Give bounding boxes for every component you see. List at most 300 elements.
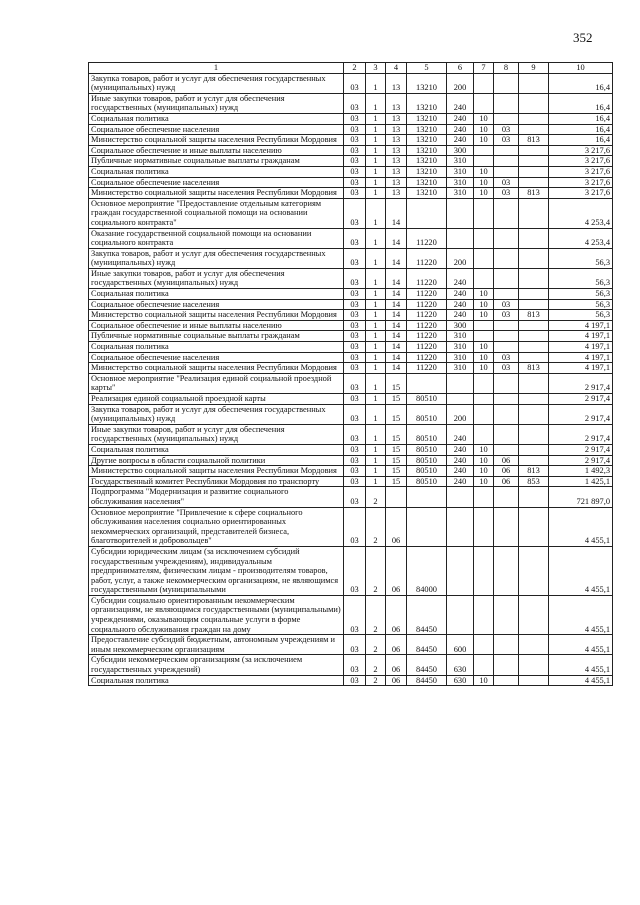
table-row xyxy=(89,289,613,300)
row-name: Иные закупки товаров, работ и услуг для обеспечения государственных (муниципальных) нужд xyxy=(89,268,344,288)
code-event: 13 xyxy=(386,145,407,156)
code-ministry: 03 xyxy=(344,135,366,146)
code-subprogram: 1 xyxy=(366,352,386,363)
code-department xyxy=(519,424,549,444)
code-expense-type: 240 xyxy=(447,444,474,455)
code-ministry: 03 xyxy=(344,93,366,113)
row-name: Социальное обеспечение населения xyxy=(89,299,344,310)
table-row xyxy=(89,342,613,353)
table-row xyxy=(89,93,613,113)
code-event: 15 xyxy=(386,404,407,424)
code-department: 813 xyxy=(519,135,549,146)
code-event: 13 xyxy=(386,135,407,146)
code-subsection xyxy=(494,487,519,507)
code-subprogram: 1 xyxy=(366,466,386,477)
code-expense-type xyxy=(447,198,474,228)
code-expense-type: 240 xyxy=(447,289,474,300)
code-section: 10 xyxy=(474,289,494,300)
code-department xyxy=(519,373,549,393)
amount: 2 917,4 xyxy=(549,444,613,455)
table-row xyxy=(89,444,613,455)
amount: 3 217,6 xyxy=(549,188,613,199)
code-direction: 11220 xyxy=(407,320,447,331)
table-row xyxy=(89,675,613,686)
amount: 2 917,4 xyxy=(549,424,613,444)
code-event: 13 xyxy=(386,166,407,177)
code-ministry: 03 xyxy=(344,595,366,634)
code-ministry: 03 xyxy=(344,487,366,507)
code-subprogram: 1 xyxy=(366,166,386,177)
code-ministry: 03 xyxy=(344,156,366,167)
code-section xyxy=(474,198,494,228)
table-row xyxy=(89,363,613,374)
code-expense-type: 310 xyxy=(447,156,474,167)
code-subsection xyxy=(494,546,519,595)
code-subprogram: 2 xyxy=(366,635,386,655)
code-ministry: 03 xyxy=(344,166,366,177)
code-department xyxy=(519,124,549,135)
code-subsection xyxy=(494,331,519,342)
code-subsection: 06 xyxy=(494,466,519,477)
table-row xyxy=(89,546,613,595)
code-expense-type: 240 xyxy=(447,268,474,288)
code-expense-type xyxy=(447,228,474,248)
table-row xyxy=(89,466,613,477)
code-department xyxy=(519,507,549,546)
code-event: 14 xyxy=(386,352,407,363)
code-direction: 13210 xyxy=(407,166,447,177)
code-department xyxy=(519,546,549,595)
code-department xyxy=(519,113,549,124)
code-event: 06 xyxy=(386,635,407,655)
code-event: 13 xyxy=(386,113,407,124)
code-section xyxy=(474,268,494,288)
code-section xyxy=(474,73,494,93)
code-expense-type: 630 xyxy=(447,655,474,675)
code-subsection: 03 xyxy=(494,177,519,188)
code-expense-type: 310 xyxy=(447,342,474,353)
amount: 4 455,1 xyxy=(549,507,613,546)
code-subprogram: 1 xyxy=(366,177,386,188)
code-event: 15 xyxy=(386,424,407,444)
code-department xyxy=(519,331,549,342)
column-header: 4 xyxy=(386,63,407,74)
code-direction: 11220 xyxy=(407,248,447,268)
amount: 4 197,1 xyxy=(549,331,613,342)
row-name: Иные закупки товаров, работ и услуг для обеспечения государственных (муниципальных) нужд xyxy=(89,424,344,444)
code-event: 14 xyxy=(386,248,407,268)
amount: 721 897,0 xyxy=(549,487,613,507)
code-department xyxy=(519,73,549,93)
code-department xyxy=(519,655,549,675)
code-subprogram: 2 xyxy=(366,546,386,595)
code-direction: 11220 xyxy=(407,342,447,353)
code-subprogram: 2 xyxy=(366,487,386,507)
code-subsection: 03 xyxy=(494,363,519,374)
code-event: 14 xyxy=(386,310,407,321)
amount: 4 197,1 xyxy=(549,363,613,374)
row-name: Закупка товаров, работ и услуг для обеспечения государственных (муниципальных) нужд xyxy=(89,248,344,268)
table-row xyxy=(89,655,613,675)
code-section: 10 xyxy=(474,352,494,363)
row-name: Основное мероприятие "Привлечение к сфере социального обслуживания населения социально ориентированных некоммерческих организаций, представителей бизнеса, благотворителей и добровольцев" xyxy=(89,507,344,546)
column-header: 2 xyxy=(344,63,366,74)
code-event: 14 xyxy=(386,268,407,288)
code-expense-type xyxy=(447,546,474,595)
code-subsection xyxy=(494,73,519,93)
code-subprogram: 1 xyxy=(366,342,386,353)
code-section xyxy=(474,546,494,595)
code-event: 13 xyxy=(386,124,407,135)
code-section: 10 xyxy=(474,363,494,374)
amount: 16,4 xyxy=(549,93,613,113)
code-subsection xyxy=(494,113,519,124)
row-name: Социальная политика xyxy=(89,444,344,455)
amount: 4 455,1 xyxy=(549,595,613,634)
amount: 3 217,6 xyxy=(549,145,613,156)
code-direction: 80510 xyxy=(407,424,447,444)
code-direction: 11220 xyxy=(407,310,447,321)
code-subsection xyxy=(494,342,519,353)
code-event xyxy=(386,487,407,507)
code-event: 15 xyxy=(386,455,407,466)
code-direction: 84450 xyxy=(407,655,447,675)
code-expense-type: 240 xyxy=(447,310,474,321)
row-name: Реализация единой социальной проездной карты xyxy=(89,394,344,405)
amount: 4 455,1 xyxy=(549,675,613,686)
row-name: Социальное обеспечение и иные выплаты населению xyxy=(89,320,344,331)
code-event: 06 xyxy=(386,655,407,675)
column-header: 9 xyxy=(519,63,549,74)
code-ministry: 03 xyxy=(344,466,366,477)
code-department xyxy=(519,145,549,156)
code-department xyxy=(519,487,549,507)
table-row xyxy=(89,198,613,228)
amount: 3 217,6 xyxy=(549,166,613,177)
code-direction: 13210 xyxy=(407,188,447,199)
column-header: 5 xyxy=(407,63,447,74)
code-expense-type: 600 xyxy=(447,635,474,655)
code-subprogram: 1 xyxy=(366,93,386,113)
table-row xyxy=(89,507,613,546)
code-subsection xyxy=(494,248,519,268)
amount: 4 253,4 xyxy=(549,228,613,248)
amount: 4 455,1 xyxy=(549,546,613,595)
column-header: 3 xyxy=(366,63,386,74)
code-expense-type: 240 xyxy=(447,113,474,124)
code-event: 15 xyxy=(386,466,407,477)
row-name: Социальная политика xyxy=(89,166,344,177)
amount: 4 455,1 xyxy=(549,655,613,675)
code-expense-type: 240 xyxy=(447,466,474,477)
code-section xyxy=(474,424,494,444)
code-ministry: 03 xyxy=(344,455,366,466)
code-subprogram: 1 xyxy=(366,320,386,331)
code-ministry: 03 xyxy=(344,655,366,675)
code-expense-type: 240 xyxy=(447,476,474,487)
code-expense-type: 310 xyxy=(447,166,474,177)
column-header: 10 xyxy=(549,63,613,74)
amount: 56,3 xyxy=(549,289,613,300)
code-department xyxy=(519,268,549,288)
table-row xyxy=(89,487,613,507)
code-department xyxy=(519,342,549,353)
code-direction: 11220 xyxy=(407,289,447,300)
amount: 4 197,1 xyxy=(549,352,613,363)
row-name: Министерство социальной защиты населения Республики Мордовия xyxy=(89,363,344,374)
code-direction: 84450 xyxy=(407,595,447,634)
code-ministry: 03 xyxy=(344,299,366,310)
code-section: 10 xyxy=(474,124,494,135)
code-department xyxy=(519,156,549,167)
code-section xyxy=(474,655,494,675)
code-department: 853 xyxy=(519,476,549,487)
amount: 56,3 xyxy=(549,248,613,268)
code-direction: 13210 xyxy=(407,73,447,93)
code-department xyxy=(519,177,549,188)
code-subsection xyxy=(494,289,519,300)
row-name: Государственный комитет Республики Мордовия по транспорту xyxy=(89,476,344,487)
code-subprogram: 1 xyxy=(366,404,386,424)
code-expense-type xyxy=(447,394,474,405)
code-section: 10 xyxy=(474,310,494,321)
code-subsection: 03 xyxy=(494,310,519,321)
code-direction: 13210 xyxy=(407,145,447,156)
row-name: Социальная политика xyxy=(89,113,344,124)
code-subprogram: 1 xyxy=(366,444,386,455)
code-subsection xyxy=(494,268,519,288)
code-subprogram: 1 xyxy=(366,73,386,93)
code-direction: 11220 xyxy=(407,352,447,363)
row-name: Публичные нормативные социальные выплаты гражданам xyxy=(89,331,344,342)
table-row xyxy=(89,404,613,424)
code-section xyxy=(474,93,494,113)
code-subsection xyxy=(494,655,519,675)
amount: 3 217,6 xyxy=(549,177,613,188)
code-section xyxy=(474,320,494,331)
code-expense-type: 310 xyxy=(447,363,474,374)
amount: 2 917,4 xyxy=(549,394,613,405)
code-direction: 80510 xyxy=(407,404,447,424)
table-row xyxy=(89,124,613,135)
code-direction: 80510 xyxy=(407,466,447,477)
code-ministry: 03 xyxy=(344,546,366,595)
code-direction: 11220 xyxy=(407,299,447,310)
code-expense-type: 240 xyxy=(447,135,474,146)
row-name: Социальная политика xyxy=(89,675,344,686)
table-row xyxy=(89,394,613,405)
code-subprogram: 1 xyxy=(366,476,386,487)
code-event: 15 xyxy=(386,476,407,487)
budget-table xyxy=(88,62,613,686)
code-expense-type: 200 xyxy=(447,404,474,424)
amount: 4 197,1 xyxy=(549,342,613,353)
code-section xyxy=(474,156,494,167)
code-subsection xyxy=(494,145,519,156)
code-section: 10 xyxy=(474,188,494,199)
table-row xyxy=(89,373,613,393)
code-department xyxy=(519,228,549,248)
code-ministry: 03 xyxy=(344,404,366,424)
row-name: Закупка товаров, работ и услуг для обеспечения государственных (муниципальных) нужд xyxy=(89,404,344,424)
code-event: 15 xyxy=(386,444,407,455)
code-subprogram: 1 xyxy=(366,198,386,228)
row-name: Подпрограмма "Модернизация и развитие социального обслуживания населения" xyxy=(89,487,344,507)
code-department xyxy=(519,352,549,363)
code-direction: 13210 xyxy=(407,113,447,124)
code-event: 13 xyxy=(386,188,407,199)
code-subprogram: 1 xyxy=(366,188,386,199)
code-subprogram: 1 xyxy=(366,331,386,342)
code-direction: 11220 xyxy=(407,228,447,248)
code-section: 10 xyxy=(474,342,494,353)
table-row xyxy=(89,248,613,268)
code-subsection: 03 xyxy=(494,299,519,310)
table-row xyxy=(89,299,613,310)
amount: 1 492,3 xyxy=(549,466,613,477)
code-ministry: 03 xyxy=(344,124,366,135)
code-subsection xyxy=(494,166,519,177)
code-direction: 80510 xyxy=(407,455,447,466)
code-subprogram: 1 xyxy=(366,363,386,374)
code-event: 14 xyxy=(386,198,407,228)
code-subprogram: 1 xyxy=(366,135,386,146)
code-direction xyxy=(407,198,447,228)
code-department xyxy=(519,93,549,113)
row-name: Социальное обеспечение населения xyxy=(89,124,344,135)
code-event: 13 xyxy=(386,156,407,167)
table-row xyxy=(89,595,613,634)
table-row xyxy=(89,166,613,177)
code-event: 06 xyxy=(386,507,407,546)
code-subsection xyxy=(494,93,519,113)
code-department xyxy=(519,404,549,424)
code-ministry: 03 xyxy=(344,352,366,363)
code-event: 14 xyxy=(386,289,407,300)
code-expense-type: 300 xyxy=(447,145,474,156)
code-ministry: 03 xyxy=(344,113,366,124)
code-subprogram: 1 xyxy=(366,228,386,248)
code-subprogram: 2 xyxy=(366,507,386,546)
code-subsection: 03 xyxy=(494,188,519,199)
code-subsection xyxy=(494,404,519,424)
code-expense-type: 240 xyxy=(447,455,474,466)
amount: 3 217,6 xyxy=(549,156,613,167)
code-department xyxy=(519,320,549,331)
code-subsection xyxy=(494,424,519,444)
code-section xyxy=(474,507,494,546)
code-department xyxy=(519,455,549,466)
code-subprogram: 2 xyxy=(366,675,386,686)
row-name: Предоставление субсидий бюджетным, автономным учреждениям и иным некоммерческим организациям xyxy=(89,635,344,655)
code-ministry: 03 xyxy=(344,145,366,156)
code-ministry: 03 xyxy=(344,289,366,300)
code-direction: 84000 xyxy=(407,546,447,595)
code-subsection xyxy=(494,635,519,655)
table-body xyxy=(89,63,613,686)
code-direction: 13210 xyxy=(407,135,447,146)
amount: 16,4 xyxy=(549,124,613,135)
row-name: Социальная политика xyxy=(89,342,344,353)
code-expense-type: 310 xyxy=(447,188,474,199)
code-ministry: 03 xyxy=(344,188,366,199)
code-event: 13 xyxy=(386,177,407,188)
code-event: 14 xyxy=(386,363,407,374)
amount: 2 917,4 xyxy=(549,404,613,424)
row-name: Публичные нормативные социальные выплаты гражданам xyxy=(89,156,344,167)
code-event: 14 xyxy=(386,331,407,342)
code-ministry: 03 xyxy=(344,198,366,228)
code-expense-type: 310 xyxy=(447,177,474,188)
amount: 16,4 xyxy=(549,73,613,93)
code-subsection xyxy=(494,394,519,405)
row-name: Субсидии юридическим лицам (за исключением субсидий государственным учреждениям), индивидуальным предпринимателям, физическим лицам - производителям товаров, работ, услуг, а также некоммерческим организациям, не являющимся государственными (муниципальными xyxy=(89,546,344,595)
code-subprogram: 1 xyxy=(366,373,386,393)
code-section xyxy=(474,228,494,248)
code-section: 10 xyxy=(474,476,494,487)
column-header: 1 xyxy=(89,63,344,74)
row-name: Министерство социальной защиты населения Республики Мордовия xyxy=(89,310,344,321)
table-row xyxy=(89,145,613,156)
code-ministry: 03 xyxy=(344,177,366,188)
code-ministry: 03 xyxy=(344,248,366,268)
code-subprogram: 1 xyxy=(366,455,386,466)
code-subsection xyxy=(494,320,519,331)
code-subsection xyxy=(494,156,519,167)
row-name: Социальное обеспечение и иные выплаты населению xyxy=(89,145,344,156)
code-subprogram: 1 xyxy=(366,289,386,300)
code-subsection: 06 xyxy=(494,476,519,487)
code-direction: 11220 xyxy=(407,331,447,342)
amount: 56,3 xyxy=(549,310,613,321)
code-direction: 13210 xyxy=(407,177,447,188)
code-event: 15 xyxy=(386,394,407,405)
code-event: 14 xyxy=(386,299,407,310)
code-expense-type: 630 xyxy=(447,675,474,686)
amount: 4 197,1 xyxy=(549,320,613,331)
code-ministry: 03 xyxy=(344,507,366,546)
code-section xyxy=(474,394,494,405)
table-header-row xyxy=(89,63,613,74)
code-direction: 80510 xyxy=(407,394,447,405)
table-row xyxy=(89,156,613,167)
code-event: 06 xyxy=(386,595,407,634)
code-section: 10 xyxy=(474,299,494,310)
table-row xyxy=(89,455,613,466)
code-expense-type: 200 xyxy=(447,248,474,268)
table-row xyxy=(89,228,613,248)
code-ministry: 03 xyxy=(344,73,366,93)
amount: 4 253,4 xyxy=(549,198,613,228)
code-subsection: 03 xyxy=(494,135,519,146)
code-ministry: 03 xyxy=(344,675,366,686)
table-row xyxy=(89,320,613,331)
amount: 56,3 xyxy=(549,268,613,288)
code-department xyxy=(519,394,549,405)
amount: 16,4 xyxy=(549,113,613,124)
table-row xyxy=(89,177,613,188)
code-subprogram: 1 xyxy=(366,268,386,288)
code-section: 10 xyxy=(474,675,494,686)
code-subprogram: 1 xyxy=(366,310,386,321)
code-subprogram: 1 xyxy=(366,124,386,135)
code-event: 14 xyxy=(386,228,407,248)
code-subsection xyxy=(494,675,519,686)
code-direction: 80510 xyxy=(407,444,447,455)
code-department: 813 xyxy=(519,188,549,199)
code-subprogram: 1 xyxy=(366,145,386,156)
table-row xyxy=(89,424,613,444)
